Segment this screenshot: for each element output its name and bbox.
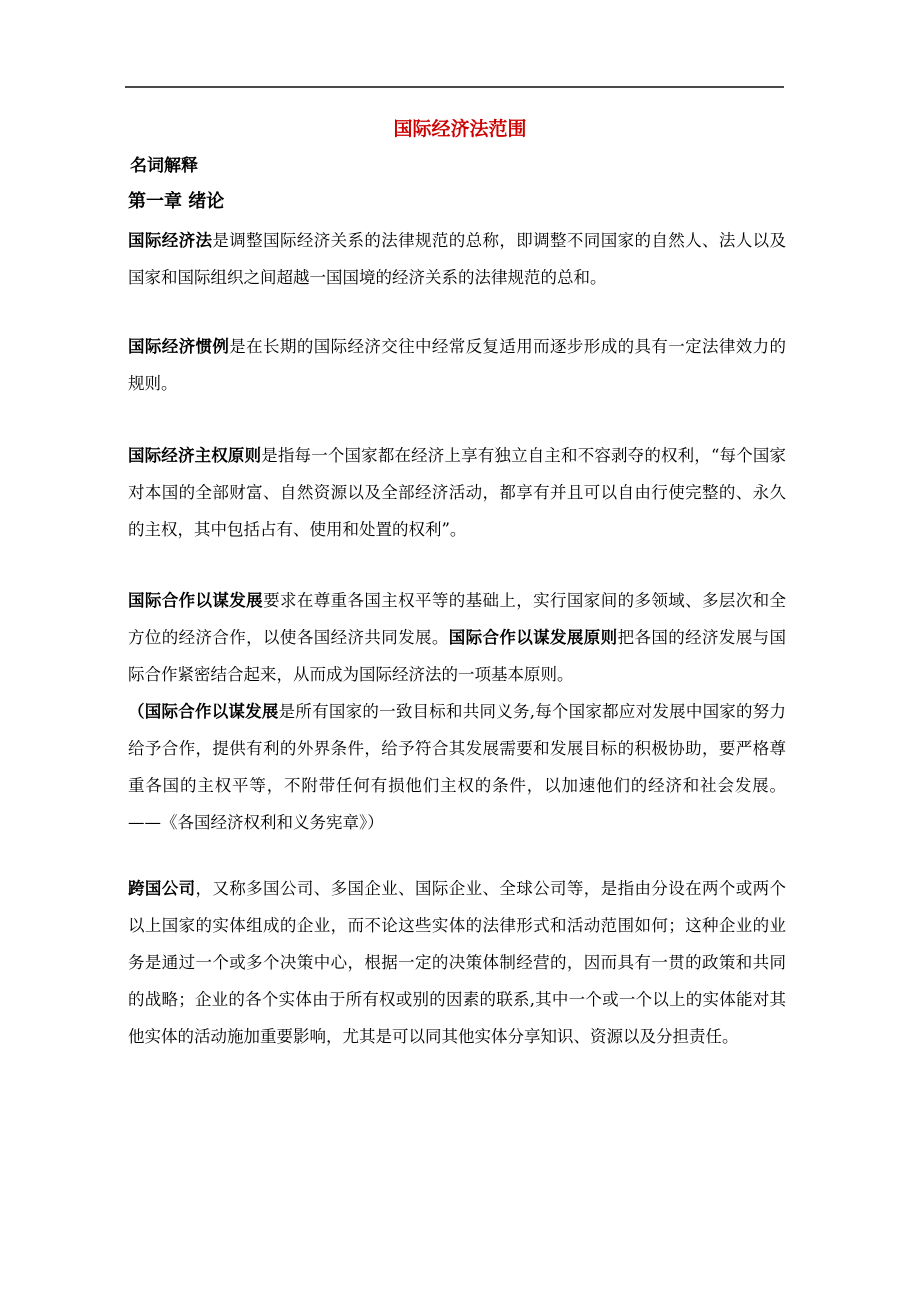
definition-paragraph-cooperation-for-development xyxy=(128,582,786,693)
open-paren: （ xyxy=(128,702,145,721)
definition-paragraph-economic-sovereignty-principle xyxy=(128,437,786,548)
definition-term: 国际经济惯例 xyxy=(128,337,230,356)
header-rule xyxy=(125,86,784,88)
definition-term: 国际合作以谋发展 xyxy=(144,702,279,721)
definition-text: 要求在尊重各国主权平等的基础上，实行国家间的多领域、多层次和全方位的经济合作，以使各国经济共同发展。 xyxy=(128,591,787,647)
definition-paragraph-cooperation-charter-note xyxy=(128,693,786,841)
definition-text: ，又称多国公司、多国企业、国际企业、全球公司等，是指由分设在两个或两个以上国家的实体组成的企业，而不论这些实体的法律形式和活动范围如何；这种企业的业务是通过一个或多个决策中心，根据一定的决策体制经营的，因而具有一贯的政策和共同的战略；企业的各个实体由于所有权或别的因素的联系,其中一个或一个以上的实体能对其他实体的活动施加重要影响，尤其是可以同其他实体分享知识、资源以及分担责任。 xyxy=(128,879,787,1046)
definition-paragraph-international-economic-custom xyxy=(128,328,786,402)
definition-text-2: 把各国的经济发展与国际合作紧密结合起来，从而成为国际经济法的一项基本原则。 xyxy=(128,628,787,684)
definition-term: 国际合作以谋发展 xyxy=(128,591,264,610)
page-title: 国际经济法范围 xyxy=(393,118,527,140)
definition-term: 跨国公司 xyxy=(128,879,196,898)
definition-text: 是在长期的国际经济交往中经常反复适用而逐步形成的具有一定法律效力的规则。 xyxy=(128,337,787,393)
definition-term-2: 国际合作以谋发展原则 xyxy=(448,628,618,647)
definition-text: 是指每一个国家都在经济上享有独立自主和不容剥夺的权利，“每个国家对本国的全部财富、自然资源以及全部经济活动，都享有并且可以自由行使完整的、永久的主权，其中包括占有、使用和处置的权利”。 xyxy=(128,446,787,539)
definition-term: 国际经济主权原则 xyxy=(128,446,262,465)
section-heading: 名词解释 xyxy=(130,156,198,176)
definition-paragraph-international-economic-law xyxy=(128,222,786,296)
definition-paragraph-transnational-corporation xyxy=(128,870,786,1055)
chapter-heading: 第一章 绪论 xyxy=(128,191,225,212)
definition-text: 是所有国家的一致目标和共同义务,每个国家都应对发展中国家的努力给予合作，提供有利的外界条件，给予符合其发展需要和发展目标的积极协助，要严格尊重各国的主权平等，不附带任何有损他们主权的条件，以加速他们的经济和社会发展。——《各国经济权利和义务宪章》） xyxy=(128,702,787,832)
definition-text: 是调整国际经济关系的法律规范的总称，即调整不同国家的自然人、法人以及国家和国际组织之间超越一国国境的经济关系的法律规范的总和。 xyxy=(128,231,787,287)
definition-term: 国际经济法 xyxy=(128,231,213,250)
